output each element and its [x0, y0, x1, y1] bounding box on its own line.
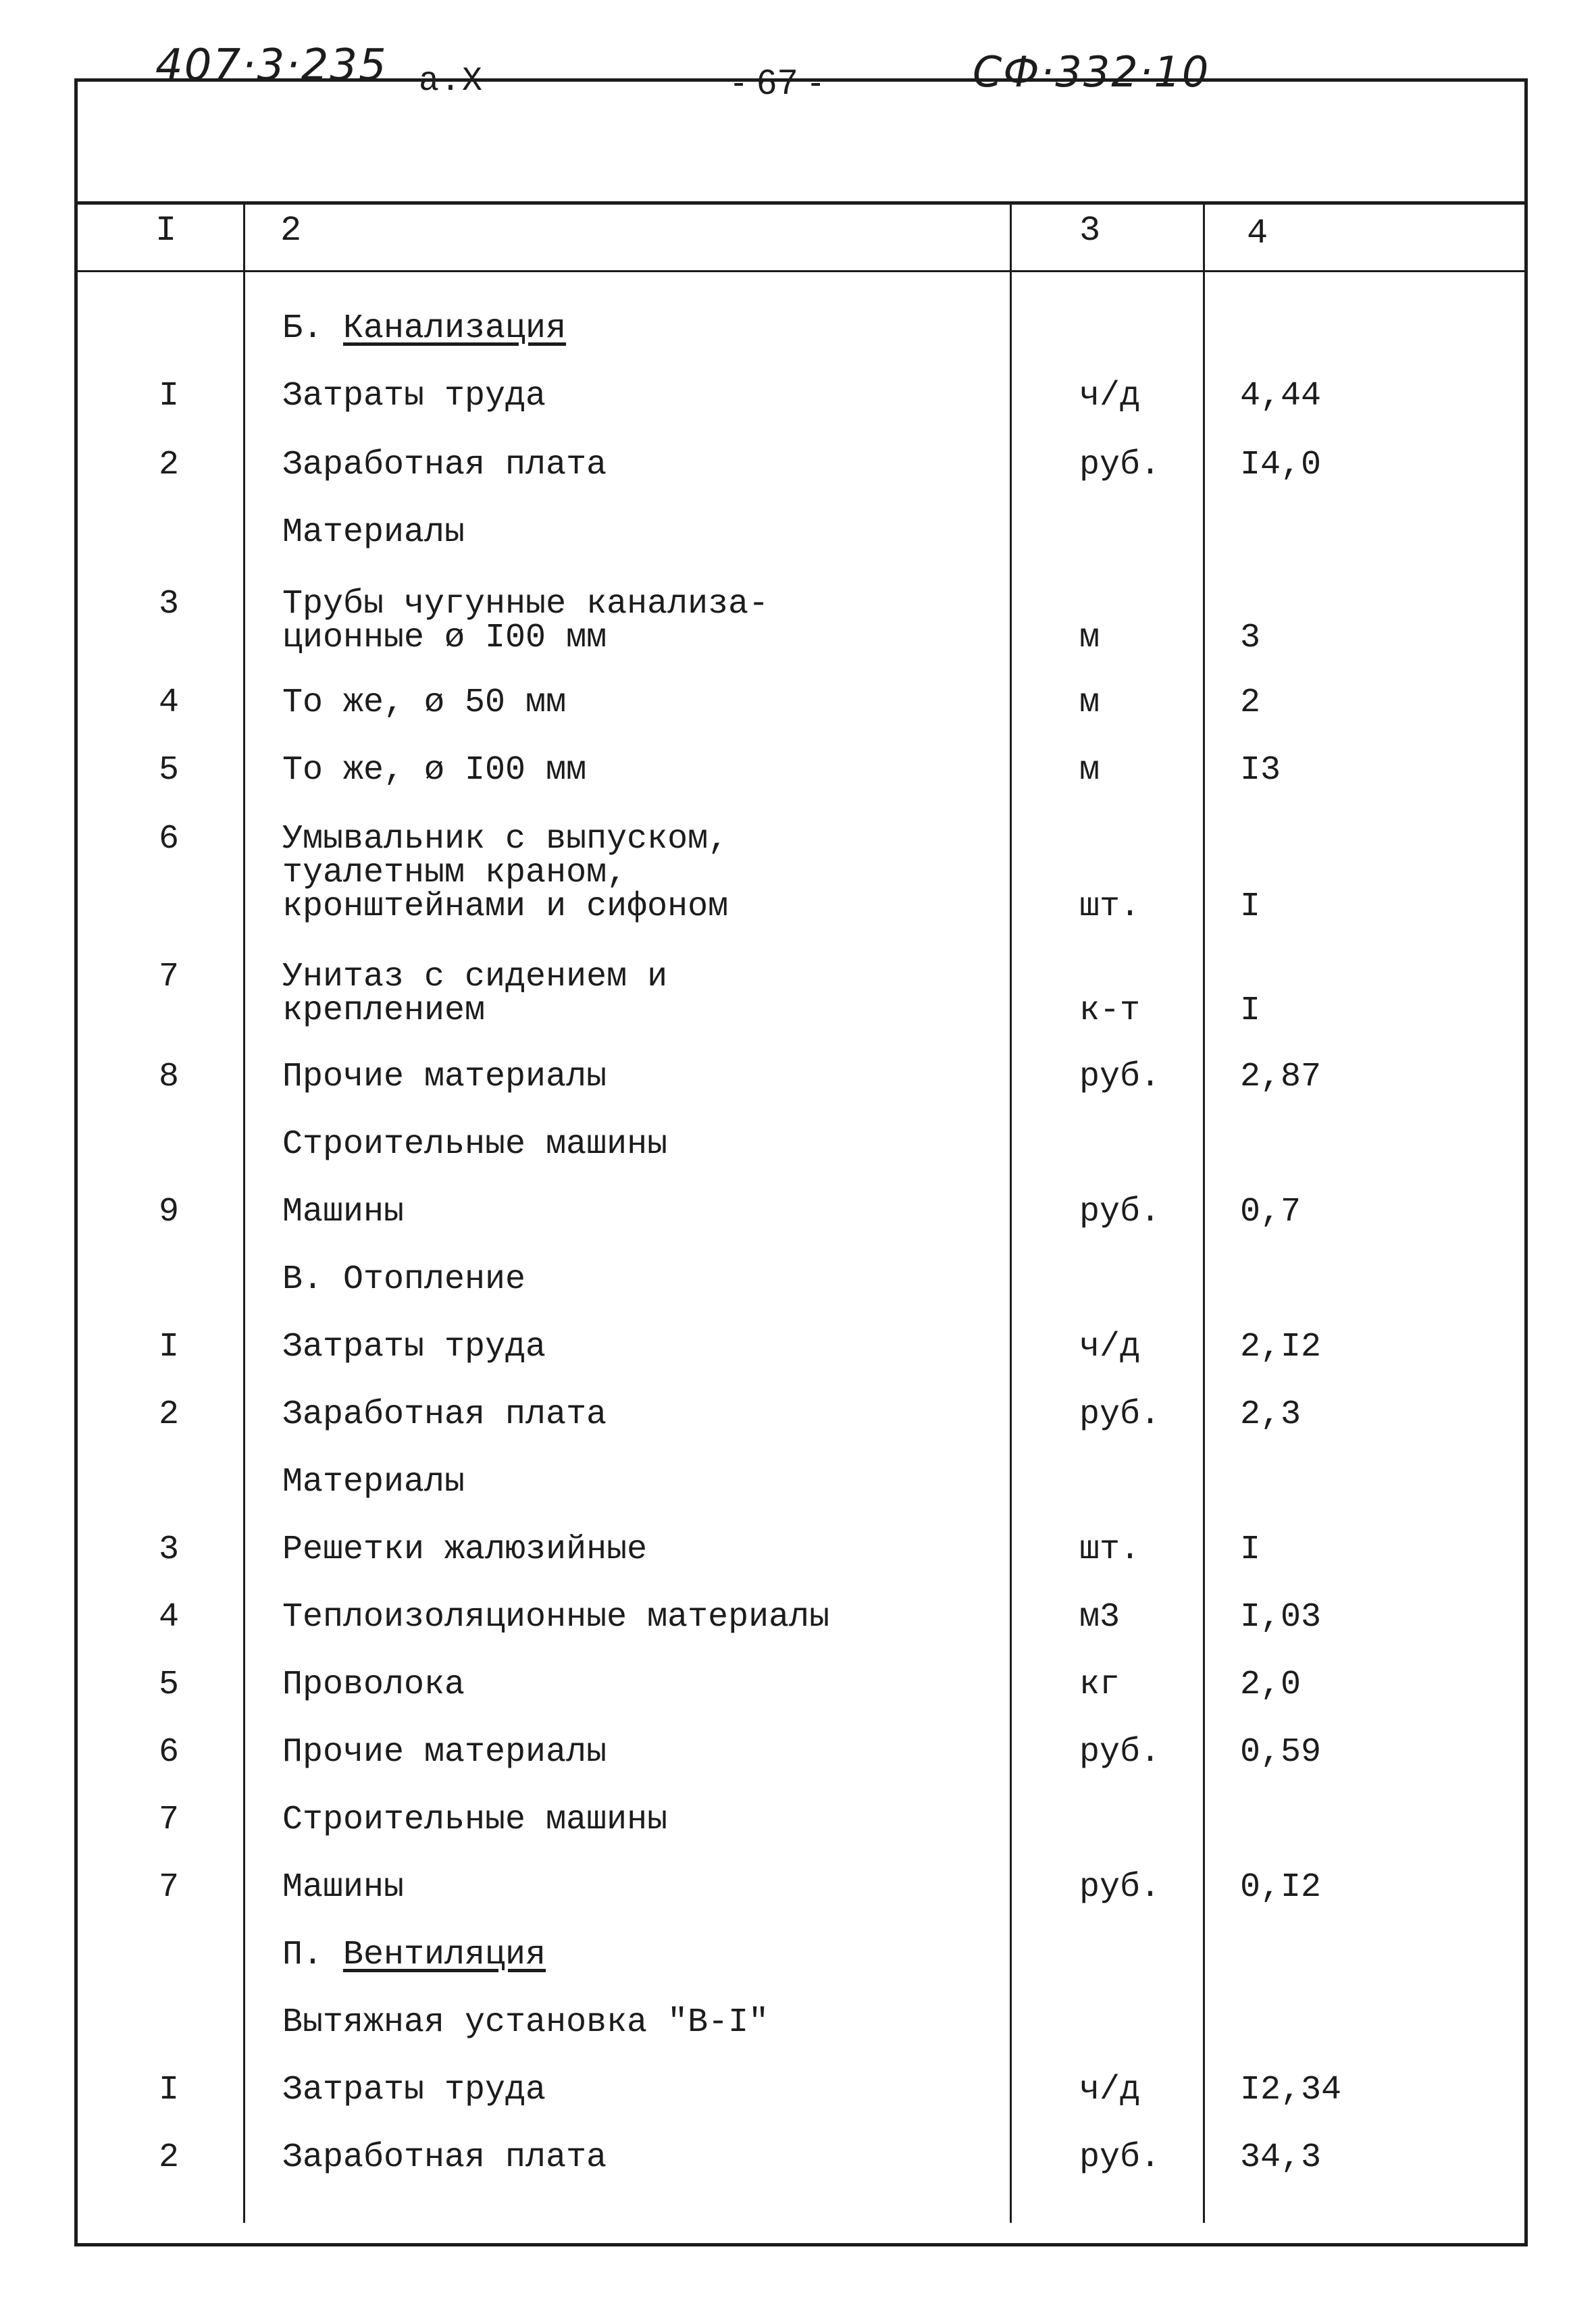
row-name: Заработная плата [282, 446, 607, 484]
row-number: I [158, 1328, 179, 1366]
row-unit: м3 [1079, 1598, 1121, 1637]
column-header-2: 2 [280, 211, 302, 251]
row-unit: руб. [1079, 1733, 1161, 1772]
row-unit: ч/д [1079, 377, 1141, 415]
row-quantity: 2,3 [1240, 1395, 1302, 1434]
row-number: 6 [158, 1733, 179, 1772]
row-quantity: I,03 [1240, 1598, 1322, 1637]
row-unit: м [1079, 751, 1100, 790]
column-header-4: 4 [1247, 213, 1268, 253]
row-name: Машины [282, 1868, 405, 1907]
album-label: а.X [419, 62, 484, 101]
row-name: Б. Канализация [282, 309, 567, 348]
row-number: 6 [158, 820, 179, 858]
row-name: Заработная плата [282, 1395, 607, 1434]
row-name: Проволока [282, 1666, 465, 1704]
row-quantity: 2,I2 [1240, 1328, 1322, 1366]
page-number: - 67 - [733, 63, 823, 102]
column-header-1: I [155, 211, 177, 251]
row-quantity: I2,34 [1240, 2071, 1342, 2109]
row-quantity: I [1240, 1531, 1261, 1569]
column-divider [1010, 205, 1012, 2223]
row-unit: ч/д [1079, 2071, 1141, 2109]
row-quantity: I3 [1240, 751, 1281, 790]
row-name: Решетки жалюзийные [282, 1531, 648, 1569]
row-quantity: 2 [1240, 684, 1261, 722]
row-number: 9 [158, 1193, 179, 1231]
row-unit: м [1079, 619, 1100, 657]
row-number: 3 [158, 1531, 179, 1569]
row-name: То же, ø I00 мм [282, 751, 587, 790]
row-number: 4 [158, 1598, 179, 1637]
row-quantity: 0,7 [1240, 1193, 1302, 1231]
row-quantity: 0,59 [1240, 1733, 1322, 1772]
row-number: 2 [158, 446, 179, 484]
row-name: Затраты труда [282, 377, 546, 415]
row-name: Материалы [282, 1463, 465, 1501]
row-name: Прочие материалы [282, 1058, 607, 1096]
row-quantity: I4,0 [1240, 446, 1322, 484]
row-unit: руб. [1079, 2138, 1161, 2177]
row-name: Умывальник с выпуском, туалетным краном, кронштейнами и сифоном [282, 820, 729, 926]
row-name: Машины [282, 1193, 405, 1231]
row-number: 2 [158, 2138, 179, 2177]
row-quantity: 3 [1240, 619, 1261, 657]
document-code: 407·3·235 [155, 41, 388, 91]
row-number: 8 [158, 1058, 179, 1096]
row-number: 7 [158, 1868, 179, 1907]
column-header-3: 3 [1079, 211, 1101, 251]
row-unit: к-т [1079, 992, 1141, 1030]
row-unit: ч/д [1079, 1328, 1141, 1366]
row-name: В. Отопление [282, 1260, 526, 1299]
row-number: 4 [158, 684, 179, 722]
row-unit: кг [1079, 1666, 1121, 1704]
row-unit: руб. [1079, 1058, 1161, 1096]
row-number: 3 [158, 585, 179, 623]
row-number: 5 [158, 1666, 179, 1704]
row-number: 7 [158, 1801, 179, 1839]
row-quantity: I [1240, 888, 1261, 926]
row-unit: шт. [1079, 1531, 1141, 1569]
column-divider [1203, 205, 1205, 2223]
row-number: 7 [158, 958, 179, 996]
row-name: Прочие материалы [282, 1733, 607, 1772]
row-name: Строительные машины [282, 1801, 668, 1839]
row-quantity: 2,87 [1240, 1058, 1322, 1096]
row-name: То же, ø 50 мм [282, 684, 567, 722]
row-unit: руб. [1079, 1395, 1161, 1434]
row-unit: м [1079, 684, 1100, 722]
row-number: I [158, 2071, 179, 2109]
row-quantity: 34,3 [1240, 2138, 1322, 2177]
row-number: 5 [158, 751, 179, 790]
row-number: I [158, 377, 179, 415]
row-unit: руб. [1079, 446, 1161, 484]
row-quantity: I [1240, 992, 1261, 1030]
row-number: 2 [158, 1395, 179, 1434]
row-unit: шт. [1079, 888, 1141, 926]
row-unit: руб. [1079, 1193, 1161, 1231]
row-name: Заработная плата [282, 2138, 607, 2177]
row-name: Унитаз с сидением и креплением [282, 958, 668, 1030]
column-divider [243, 205, 245, 2223]
row-name: П. Вентиляция [282, 1936, 546, 1974]
row-name: Трубы чугунные канализа- ционные ø I00 мм [282, 585, 769, 657]
row-name: Вытяжная установка "В-I" [282, 2003, 769, 2042]
row-name: Теплоизоляционные материалы [282, 1598, 830, 1637]
row-name: Строительные машины [282, 1125, 668, 1164]
row-quantity: 2,0 [1240, 1666, 1302, 1704]
row-name: Затраты труда [282, 1328, 546, 1366]
sheet-code: СФ·332·10 [973, 47, 1210, 97]
row-name: Затраты труда [282, 2071, 546, 2109]
row-name: Материалы [282, 513, 465, 552]
row-quantity: 4,44 [1240, 377, 1322, 415]
row-quantity: 0,I2 [1240, 1868, 1322, 1907]
row-unit: руб. [1079, 1868, 1161, 1907]
